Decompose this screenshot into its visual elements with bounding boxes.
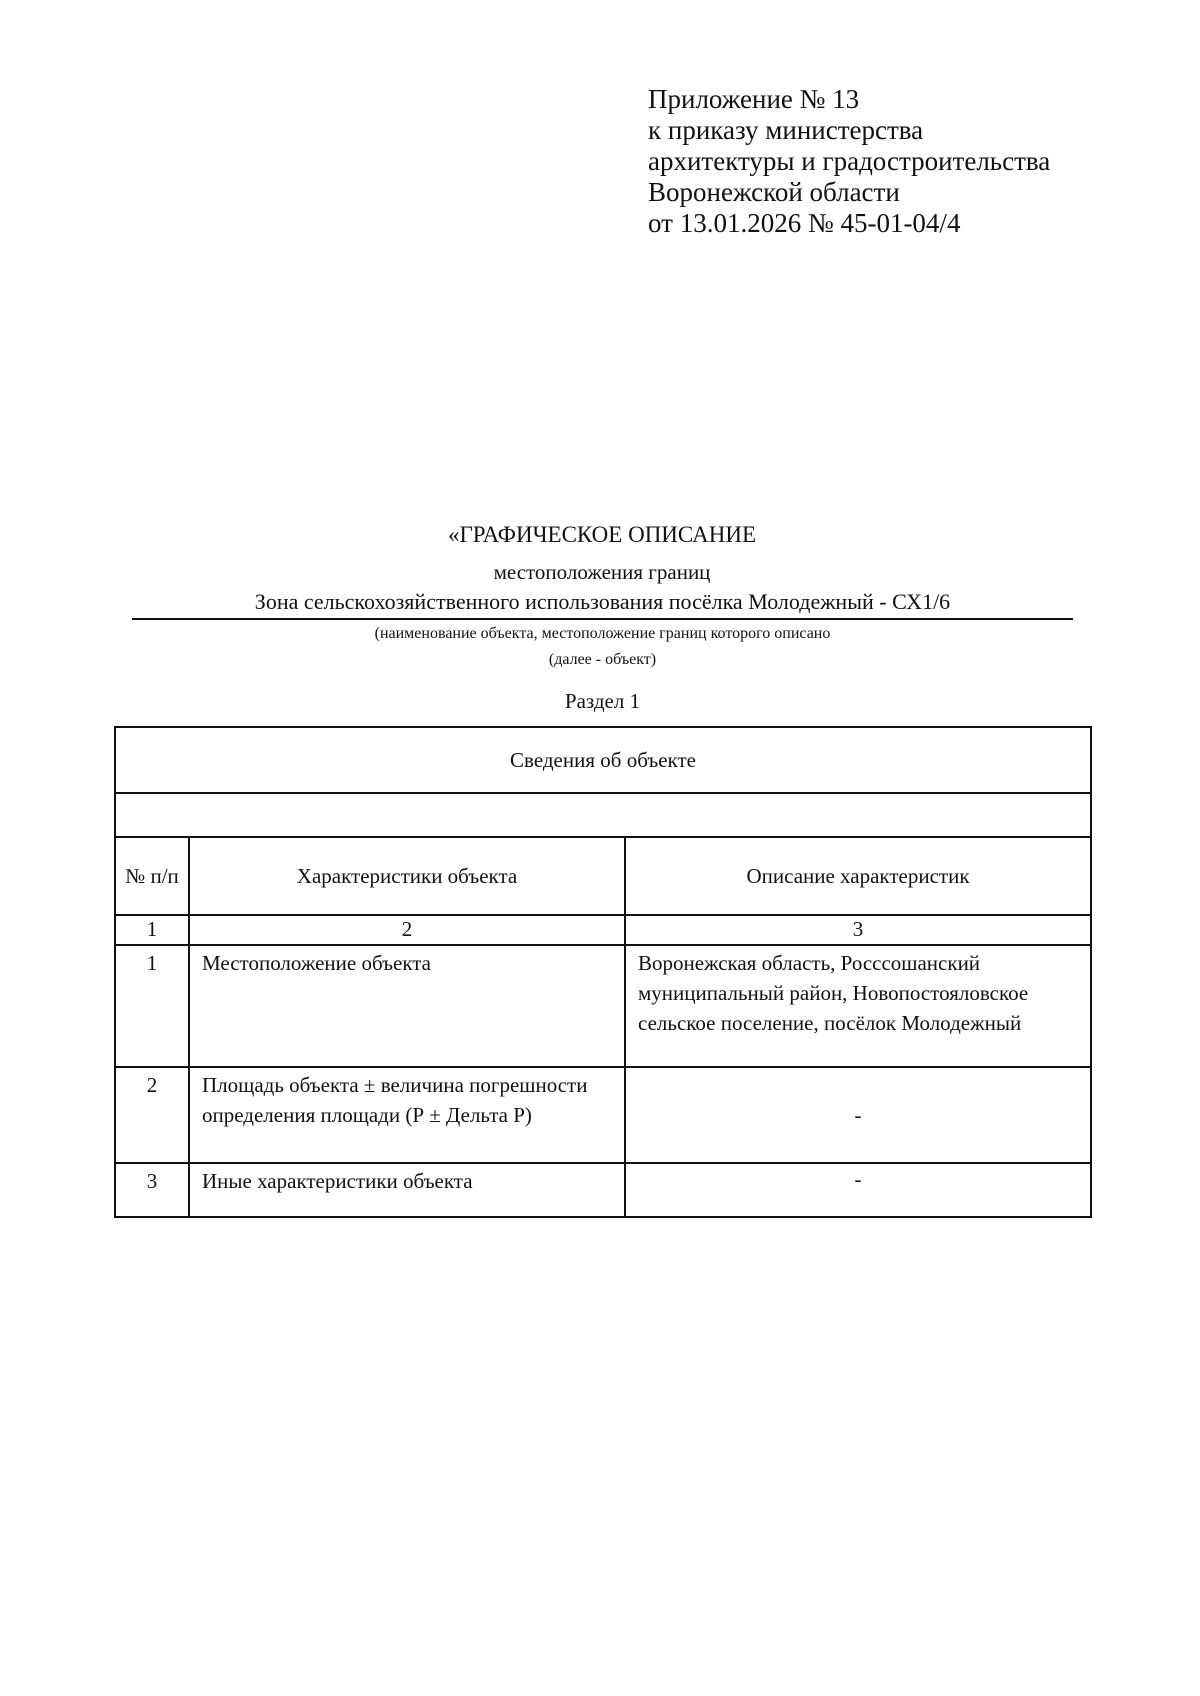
column-index: 3 [625, 915, 1091, 945]
document-title: «ГРАФИЧЕСКОЕ ОПИСАНИЕ [447, 522, 756, 547]
row-description: Воронежская область, Росссошанский муниципальный район, Новопостояловское сельское поселение, посёлок Молодежный [625, 945, 1091, 1067]
table-row [115, 945, 1091, 1067]
table-row [115, 1163, 1091, 1217]
appendix-line: от 13.01.2026 № 45-01-04/4 [648, 208, 961, 238]
row-number: 3 [115, 1163, 189, 1217]
row-description: - [625, 1163, 1091, 1217]
row-number: 2 [115, 1067, 189, 1163]
row-characteristic: Иные характеристики объекта [189, 1163, 625, 1217]
appendix-line: к приказу министерства [648, 115, 924, 145]
appendix-line: Воронежской области [648, 177, 900, 207]
object-name-note: (наименование объекта, местоположение границ которого описано [374, 625, 831, 642]
row-description: - [625, 1067, 1091, 1163]
object-name: Зона сельскохозяйственного использования посёлка Молодежный - СХ1/6 [132, 588, 1073, 620]
object-info-table [114, 726, 1092, 1218]
table-caption: Сведения об объекте [115, 727, 1091, 793]
column-header-description: Описание характеристик [625, 837, 1091, 915]
column-header-number: № п/п [115, 837, 189, 915]
document-subtitle: местоположения границ [493, 560, 711, 584]
appendix-line: архитектуры и градостроительства [648, 146, 1051, 176]
table-empty-cell [115, 793, 1091, 837]
column-index: 2 [189, 915, 625, 945]
table-empty-row [115, 793, 1091, 837]
appendix-line: Приложение № 13 [648, 84, 860, 114]
section-label: Раздел 1 [564, 689, 641, 713]
table-index-row [115, 915, 1091, 945]
appendix-block [648, 84, 1050, 239]
row-characteristic: Площадь объекта ± величина погрешности определения площади (Р ± Дельта Р) [189, 1067, 625, 1163]
table-header-row [115, 837, 1091, 915]
row-number: 1 [115, 945, 189, 1067]
row-characteristic: Местоположение объекта [189, 945, 625, 1067]
column-header-characteristic: Характеристики объекта [189, 837, 625, 915]
column-index: 1 [115, 915, 189, 945]
object-name-note-continued: (далее - объект) [548, 651, 657, 668]
table-caption-row [115, 727, 1091, 793]
table-row [115, 1067, 1091, 1163]
